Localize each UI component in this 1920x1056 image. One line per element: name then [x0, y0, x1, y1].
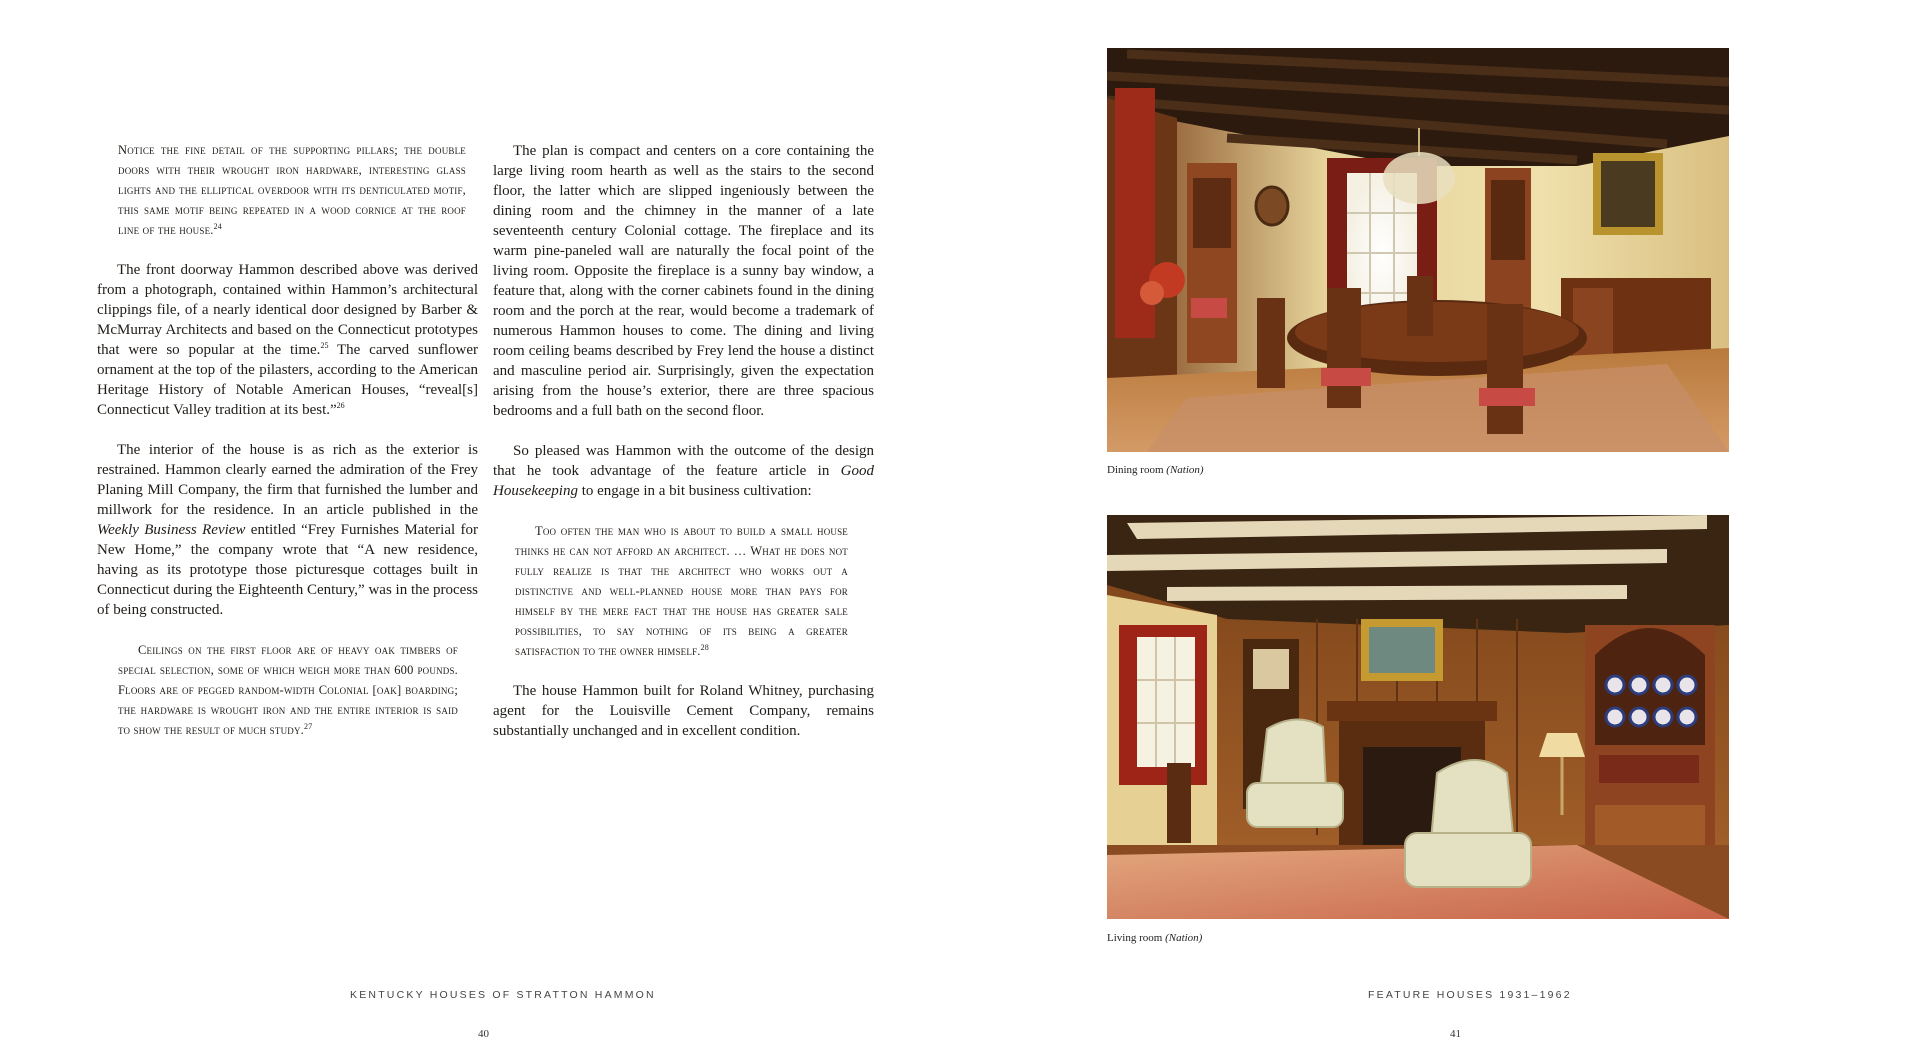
publication-title: Weekly Business Review — [97, 522, 246, 538]
footnote-ref[interactable]: 26 — [336, 401, 345, 410]
page-number: 40 — [478, 1028, 489, 1040]
page-number: 41 — [1450, 1028, 1461, 1040]
footnote-ref[interactable]: 28 — [700, 642, 710, 652]
paragraph-pleased: So pleased was Hammon with the outcome of the design that he took advantage of the feature article in Good Housekeeping to engage in a bit business cultivation: — [493, 443, 874, 499]
paragraph-plan: The plan is compact and centers on a core containing the large living room hearth as well as the stairs to the second floor, the latter which are slipped ingeniously between the dining room and the chimney in the manner of a late seventeenth century Colonial cottage. The fireplace and its warm pine-paneled wall are naturally the focal point of the living room. Opposite the fireplace is a sunny bay window, a feature that, along with the corner cabinets found in the dining room and the porch at the rear, would become a trademark of numerous Hammon houses to come. The dining and living room ceiling beams described by Frey lend the house a distinct and masculine period air. Surprisingly, given the expectation arising from the house’s exterior, there are three spacious bedrooms and a full bath on the second floor. — [493, 143, 874, 419]
block-quote-ceilings: Ceilings on the first floor are of heavy oak timbers of special selection, some of which weigh more than 600 pounds. Floors are of pegged random-width Colonial [oak] boarding; the hardware is wrought iron and the entire interior is said to show the result of much study.$^{27}$ — [118, 643, 458, 737]
dining-room-photo — [1107, 48, 1729, 452]
block-quote-architect: Too often the man who is about to build a small house thinks he can not afford an architect. … What he does not fully realize is that the architect who works out a distinctive and well-planned house more than pays for himself by the mere fact that the house has greater sale possibilities, to say nothing of its being a greater satisfaction to the owner himself.$^{28}$ — [515, 524, 848, 658]
running-head: KENTUCKY HOUSES OF STRATTON HAMMON — [350, 989, 656, 1001]
paragraph-interior: The interior of the house is as rich as the exterior is restrained. Hammon clearly earned the admiration of the Frey Planing Mill Company, the firm that furnished the lumber and millwork for the residence. In an article published in the Weekly Business Review entitled “Frey Furnishes Material for New Home,” the company wrote that “A new residence, having as its prototype those picturesque cottages built in Connecticut during the Eighteenth Century,” was in the process of being constructed. — [97, 442, 479, 618]
paragraph-whitney: The house Hammon built for Roland Whitney, purchasing agent for the Louisville Cement Company, remains substantially unchanged and in excellent condition. — [493, 683, 874, 739]
living-room-photo — [1107, 515, 1729, 919]
running-head: FEATURE HOUSES 1931–1962 — [1368, 989, 1572, 1001]
footnote-ref[interactable]: 27 — [304, 721, 313, 731]
right-page — [960, 0, 1920, 1056]
photo-caption: Dining room (Nation) — [1107, 464, 1204, 476]
photo-credit: (Nation) — [1166, 464, 1204, 476]
text-column-right — [493, 141, 874, 741]
paragraph-doorway: The front doorway Hammon described above was derived from a photograph, contained within Hammon’s architectural clippings file, of a nearly identical door designed by Barber & McMurray Architects and based on the Connecticut prototypes that were so popular at the time.$^{25}$ The carved sunflower ornament at the top of the pilasters, according to the American Heritage History of Notable American Houses, “reveal[s] Connecticut Valley tradition at its best.”$^{26}$ — [97, 262, 478, 418]
photo-caption: Living room (Nation) — [1107, 932, 1203, 944]
text-column-left — [97, 140, 478, 760]
footnote-ref[interactable]: 24 — [213, 221, 222, 231]
block-quote-pillars: Notice the fine detail of the supporting pillars; the double doors with their wrought iron hardware, interesting glass lights and the elliptical overdoor with its denticulated motif, this same motif being repeated in a wood cornice at the roof line of the house.$^{24}$ — [118, 143, 466, 237]
publication-title: Good Housekeeping — [493, 463, 874, 499]
footnote-ref[interactable]: 25 — [320, 341, 329, 350]
photo-credit: (Nation) — [1165, 932, 1203, 944]
